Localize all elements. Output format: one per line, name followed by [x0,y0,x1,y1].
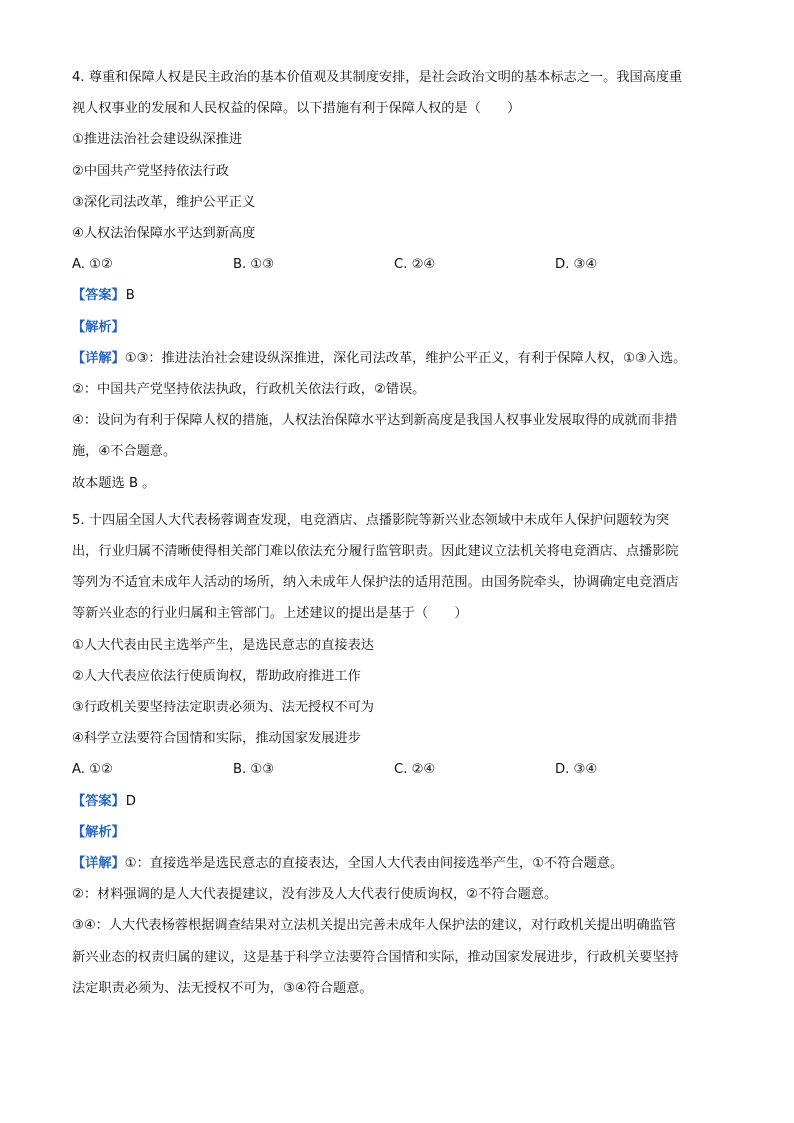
q4-stem-line-1: 4. 尊重和保障人权是民主政治的基本价值观及其制度安排，是社会政治文明的基本标志之一。我国高度重 [72,70,683,85]
q5-detail-line-5: 法定职责必须为、法无授权不可为，③④符合题意。 [72,980,373,996]
q4-conclusion: 故本题选 B 。 [72,475,156,491]
q5-stem-line-4: 等新兴业态的行业归属和主管部门。上述建议的提出是基于（ ） [72,606,468,622]
q4-option-b: B. ①③ [233,257,275,273]
q4-answer [72,280,732,311]
q5-detail-line-4: 新兴业态的权责归属的建议，这是基于科学立法要符合国情和实际，推动国家发展进步，行政机关要坚持 [72,949,679,965]
q5-item-2: ②人大代表应依法行使质询权，帮助政府推进工作 [72,668,361,684]
q5-option-b: B. ①③ [233,762,275,778]
document-page [72,62,732,1004]
q4-detail-text-1: ①③：推进法治社会建设纵深推进，深化司法改革，维护公平正义，有利于保障人权，①③入选。 [124,350,687,366]
q5-stem-line-3: 等列为不适宜未成年人活动的场所，纳入未成年人保护法的适用范围。由国务院牵头，协调确定电竞酒店 [72,575,679,591]
q4-option-d: D. ③④ [555,257,598,273]
q4-option-a: A. ①② [72,257,113,273]
q4-detail-line-4: 施，④不合题意。 [72,444,177,460]
q5-option-c: C. ②④ [394,762,436,778]
q5-answer [72,786,732,817]
q5-item-1: ①人大代表由民主选举产生，是选民意志的直接表达 [72,637,374,653]
question-5 [72,505,732,1004]
q4-item-4: ④人权法治保障水平达到新高度 [72,226,256,242]
q4-answer-tag: 【答案】 [72,288,125,304]
q4-detail-tag: 【详解】 [72,350,125,366]
q5-option-d: D. ③④ [555,762,598,778]
q4-detail-line-3: ④：设问为有利于保障人权的措施，人权法治保障水平达到新高度是我国人权事业发展取得的成就而非措 [72,413,678,429]
q4-item-3: ③深化司法改革，维护公平正义 [72,194,256,210]
q4-detail-line-2: ②：中国共产党坚持依法执政，行政机关依法行政，②错误。 [72,382,426,398]
q5-stem-line-2: 出，行业归属不清晰使得相关部门难以依法充分履行监管职责。因此建议立法机关将电竞酒店、点播影院 [72,544,679,560]
q5-detail-line-3: ③④：人大代表杨蓉根据调查结果对立法机关提出完善未成年人保护法的建议，对行政机关提出明确监管 [72,918,676,934]
q5-stem-line-1: 5. 十四届全国人大代表杨蓉调查发现，电竞酒店、点播影院等新兴业态领域中未成年人保护问题较为突 [72,512,670,528]
q5-options [72,754,732,785]
q5-option-a: A. ①② [72,762,113,778]
q5-answer-value: D [125,793,136,809]
q5-detail-tag: 【详解】 [72,856,125,872]
q5-analysis [72,817,732,848]
q4-item-2: ②中国共产党坚持依法行政 [72,163,229,179]
q4-option-c: C. ②④ [394,257,436,273]
q5-detail-text-1: ①：直接选举是选民意志的直接表达，全国人大代表由间接选举产生，①不符合题意。 [124,856,624,872]
q4-options [72,249,732,280]
question-4 [72,62,732,499]
q4-stem-line-2: 视人权事业的发展和人民权益的保障。以下措施有利于保障人权的是（ ） [72,101,521,117]
q5-item-4: ④科学立法要符合国情和实际，推动国家发展进步 [72,731,361,747]
q5-answer-tag: 【答案】 [72,793,125,809]
q5-detail-line-2: ②：材料强调的是人大代表提建议，没有涉及人大代表行使质询权，②不符合题意。 [72,887,558,903]
q5-detail-line-1 [72,848,732,879]
q4-analysis [72,312,732,343]
q5-item-3: ③行政机关要坚持法定职责必须为、法无授权不可为 [72,700,374,716]
q5-analysis-tag: 【解析】 [72,824,125,840]
q4-answer-value: B [125,288,135,304]
q4-detail-line-1 [72,343,732,374]
q4-item-1: ①推进法治社会建设纵深推进 [72,132,243,148]
q4-analysis-tag: 【解析】 [72,319,125,335]
